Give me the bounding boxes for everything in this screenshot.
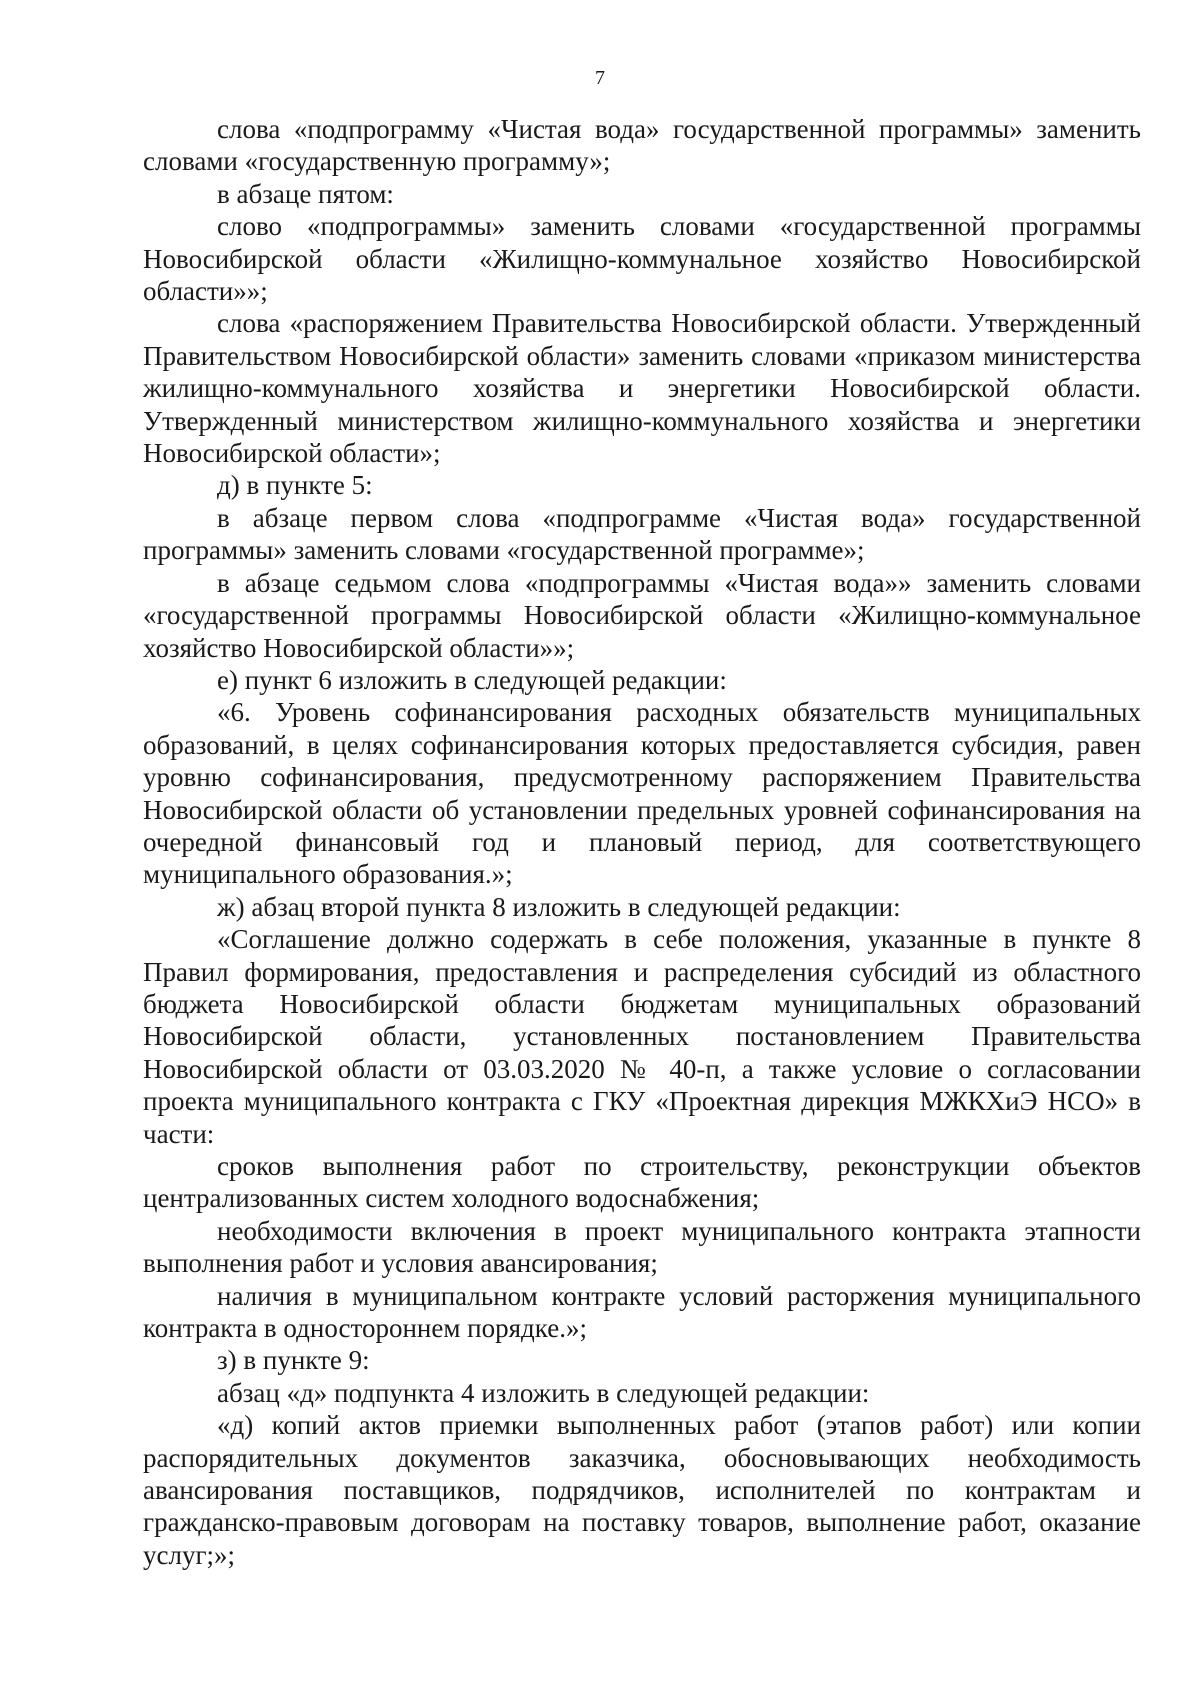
paragraph: ж) абзац второй пункта 8 изложить в следующей редакции: (217, 891, 901, 922)
paragraph: слово «подпрограммы» заменить словами «государственной программы Новосибирской области «Жилищно-коммунальное хозяйство Новосибирской области»»; (143, 211, 1141, 307)
document-body (143, 113, 1141, 1571)
paragraph: наличия в муниципальном контракте условий расторжения муниципального контракта в одностороннем порядке.»; (143, 1280, 1141, 1344)
paragraph: абзац «д» подпункта 4 изложить в следующей редакции: (217, 1377, 870, 1408)
paragraph: необходимости включения в проект муниципального контракта этапности выполнения работ и условия авансирования; (143, 1215, 1141, 1279)
paragraph: в абзаце седьмом слова «подпрограммы «Чистая вода»» заменить словами «государственной программы Новосибирской области «Жилищно-коммунальное хозяйство Новосибирской области»»; (143, 567, 1141, 663)
paragraph: в абзаце первом слова «подпрограмме «Чистая вода» государственной программы» заменить словами «государственной программе»; (143, 502, 1141, 566)
paragraph: з) в пункте 9: (217, 1345, 370, 1376)
paragraph: «Соглашение должно содержать в себе положения, указанные в пункте 8 Правил формирования, предоставления и распределения субсидий из областного бюджета Новосибирской области бюджетам муниципальных образований Новосибирской области, установленных постановлением Правительства Новосибирской области от 03.03.2020 № 40-п, а также условие о согласовании проекта муниципального контракта с ГКУ «Проектная дирекция МЖКХиЭ НСО» в части: (143, 924, 1141, 1149)
paragraph: д) в пункте 5: (217, 470, 373, 501)
paragraph: е) пункт 6 изложить в следующей редакции: (217, 664, 727, 695)
paragraph: в абзаце пятом: (217, 178, 394, 209)
paragraph: слова «подпрограмму «Чистая вода» государственной программы» заменить словами «государственную программу»; (143, 114, 1141, 177)
paragraph: слова «распоряжением Правительства Новосибирской области. Утвержденный Правительством Новосибирской области» заменить словами «приказом министерства жилищно-коммунального хозяйства и энергетики Новосибирской области. Утвержденный министерством жилищно-коммунального хозяйства и энергетики Новосибирской области»; (143, 308, 1141, 469)
paragraph: сроков выполнения работ по строительству, реконструкции объектов централизованных систем холодного водоснабжения; (143, 1151, 1141, 1214)
paragraph: «6. Уровень софинансирования расходных обязательств муниципальных образований, в целях софинансирования которых предоставляется субсидия, равен уровню софинансирования, предусмотренному распоряжением Правительства Новосибирской области об установлении предельных уровней софинансирования на очередной финансовый год и плановый период, для соответствующего муниципального образования.»; (143, 697, 1141, 890)
page-number: 7 (595, 67, 605, 89)
paragraph: «д) копий актов приемки выполненных работ (этапов работ) или копии распорядительных документов заказчика, обосновывающих необходимость авансирования поставщиков, подрядчиков, исполнителей по контрактам и гражданско-правовым договорам на поставку товаров, выполнение работ, оказание услуг;»; (143, 1410, 1141, 1570)
